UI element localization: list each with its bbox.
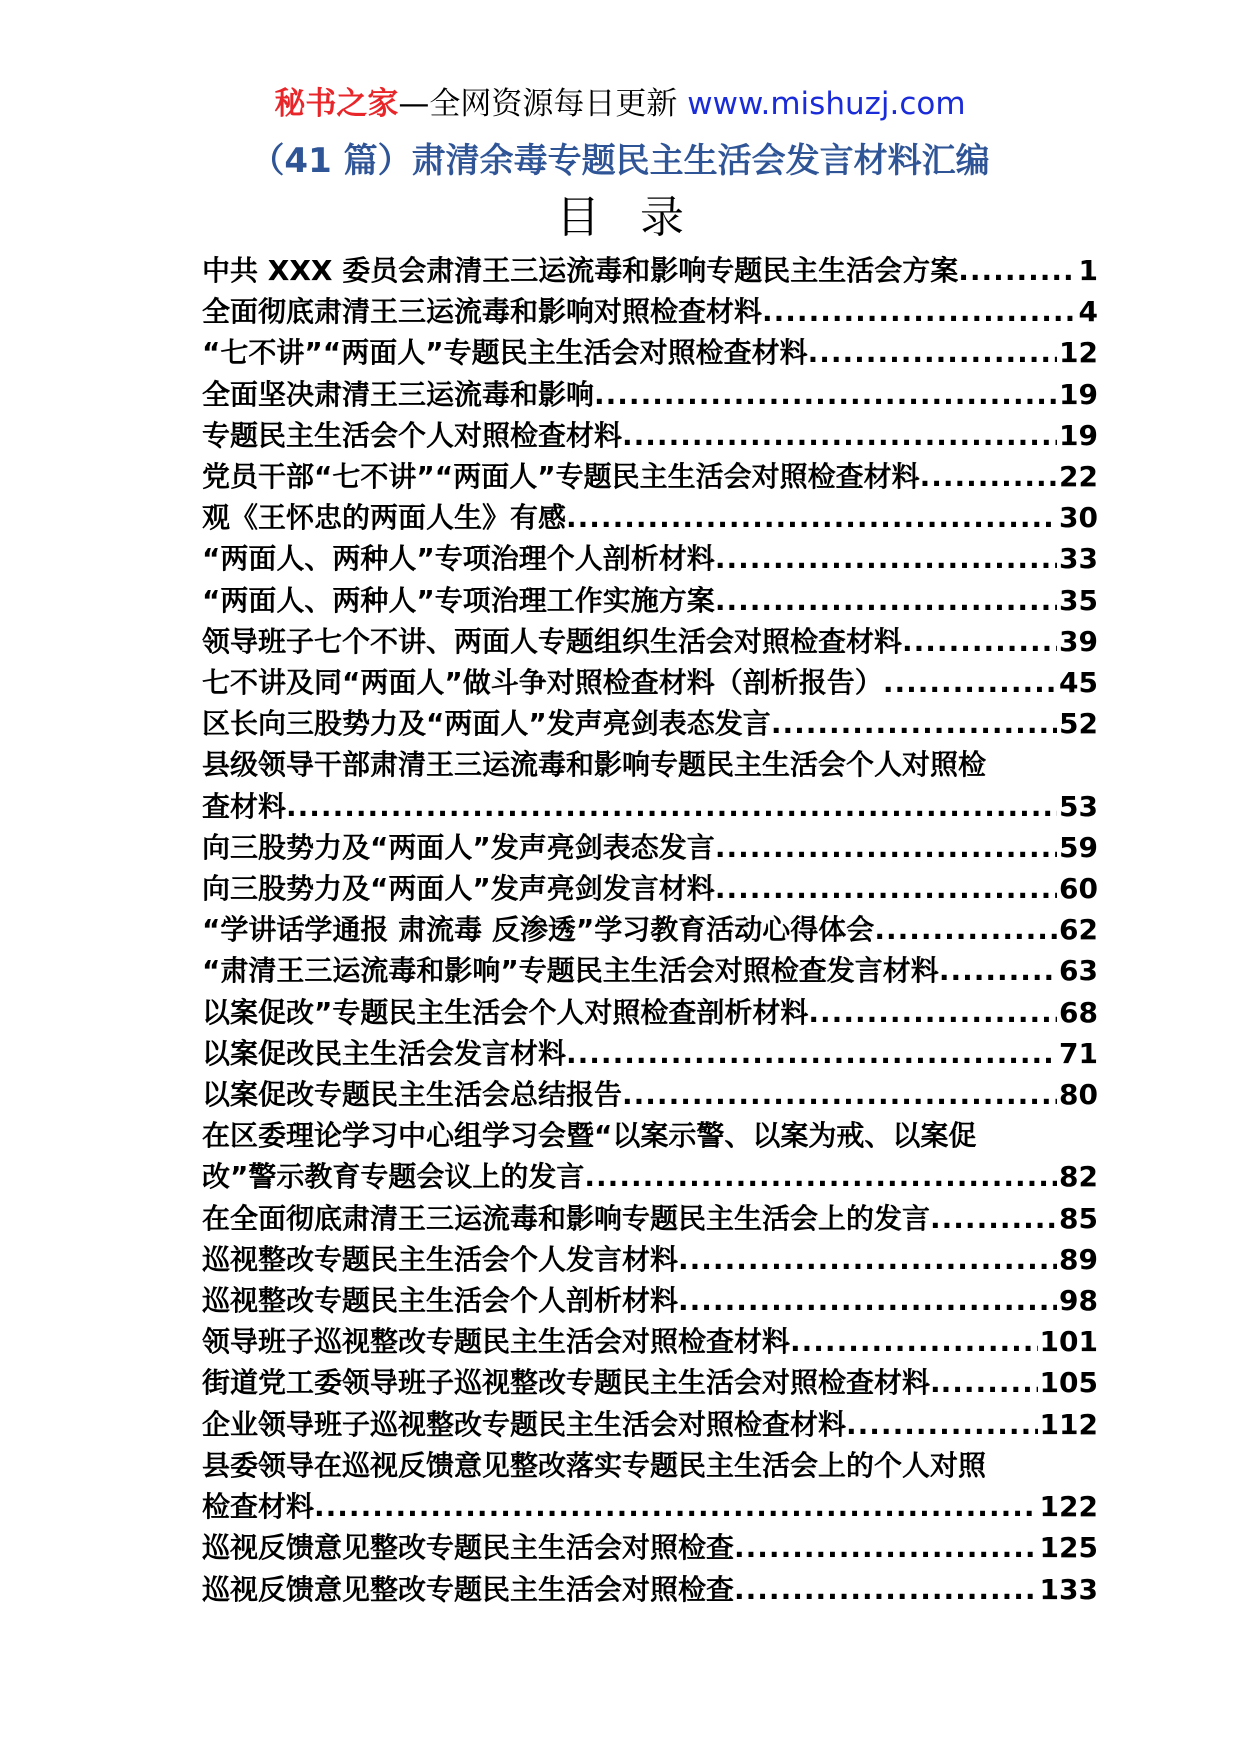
toc-entry-title-line1: 在区委理论学习中心组学习会暨“以案示警、以案为戒、以案促 (202, 1119, 977, 1153)
toc-entry-page-number: 59 (1059, 830, 1098, 864)
toc-entry-title: 检查材料 (202, 1490, 315, 1524)
brand-name: 秘书之家 (274, 86, 399, 122)
toc-entry-page-number: 39 (1059, 624, 1098, 658)
table-of-contents (202, 250, 1098, 1610)
toc-entry-page-number: 112 (1039, 1407, 1098, 1441)
dot-leader (678, 1280, 1057, 1321)
dot-leader (902, 621, 1057, 662)
dot-leader (762, 291, 1077, 332)
toc-entry-page-number: 60 (1059, 872, 1098, 906)
toc-entry[interactable] (202, 1115, 1098, 1197)
toc-entry[interactable] (202, 1033, 1098, 1074)
toc-entry-title: “两面人、两种人”专项治理个人剖析材料 (202, 542, 715, 576)
dot-leader (314, 1486, 1038, 1527)
toc-entry[interactable] (202, 1074, 1098, 1115)
toc-entry-title: 街道党工委领导班子巡视整改专题民主生活会对照检查材料. (202, 1366, 941, 1400)
toc-entry-page-number: 68 (1059, 995, 1098, 1029)
toc-entry[interactable] (202, 909, 1098, 950)
dot-leader (566, 1033, 1057, 1074)
toc-entry-title: 全面彻底肃清王三运流毒和影响对照检查材料 (202, 295, 763, 329)
toc-entry-page-number: 45 (1059, 666, 1098, 700)
toc-entry-page-number: 101 (1039, 1325, 1098, 1359)
dot-leader (622, 1074, 1057, 1115)
dot-leader (771, 703, 1057, 744)
toc-entry-title: 党员干部“七不讲”“两面人”专题民主生活会对照检查材料 (202, 460, 920, 494)
dot-leader (930, 1198, 1057, 1239)
dot-leader (874, 909, 1057, 950)
toc-entry-title: 专题民主生活会个人对照检查材料 (202, 418, 623, 452)
toc-entry-page-number: 125 (1039, 1531, 1098, 1565)
toc-entry[interactable] (202, 374, 1098, 415)
toc-entry-page-number: 63 (1059, 954, 1098, 988)
toc-entry-page-number: 53 (1059, 789, 1098, 823)
toc-entry[interactable] (202, 1404, 1098, 1445)
toc-entry[interactable] (202, 1445, 1098, 1527)
toc-entry-title: 巡视反馈意见整改专题民主生活会对照检查 (202, 1572, 735, 1606)
toc-entry[interactable] (202, 1569, 1098, 1610)
dot-leader (790, 1321, 1038, 1362)
toc-entry-title: 七不讲及同“两面人”做斗争对照检查材料（剖析报告） (202, 666, 883, 700)
toc-entry-title: 领导班子巡视整改专题民主生活会对照检查材料 (202, 1325, 791, 1359)
toc-entry[interactable] (202, 621, 1098, 662)
toc-entry[interactable] (202, 662, 1098, 703)
toc-heading: 目录 (556, 192, 724, 243)
toc-entry-page-number: 122 (1039, 1490, 1098, 1524)
toc-entry-title: 改”警示教育专题会议上的发言 (202, 1160, 585, 1194)
toc-entry[interactable] (202, 250, 1098, 291)
toc-entry-page-number: 80 (1059, 1078, 1098, 1112)
toc-entry-title: 企业领导班子巡视整改专题民主生活会对照检查材料 (202, 1407, 847, 1441)
toc-entry[interactable] (202, 868, 1098, 909)
toc-entry[interactable] (202, 703, 1098, 744)
toc-entry[interactable] (202, 827, 1098, 868)
toc-entry-title: 中共 XXX 委员会肃清王三运流毒和影响专题民主生活会方案 (202, 254, 959, 287)
toc-entry[interactable] (202, 497, 1098, 538)
toc-entry-page-number: 30 (1059, 501, 1098, 535)
dot-leader (622, 415, 1057, 456)
toc-entry[interactable] (202, 1239, 1098, 1280)
toc-entry[interactable] (202, 950, 1098, 991)
toc-entry-title: “肃清王三运流毒和影响”专题民主生活会对照检查发言材料 (202, 954, 939, 988)
dot-leader (734, 1569, 1038, 1610)
dot-leader (808, 992, 1057, 1033)
toc-entry-title: 领导班子七个不讲、两面人专题组织生活会对照检查材料 (202, 624, 903, 658)
toc-entry-title: 巡视反馈意见整改专题民主生活会对照检查 (202, 1531, 735, 1565)
toc-entry-title: “两面人、两种人”专项治理工作实施方案 (202, 583, 715, 617)
toc-entry-page-number: 12 (1059, 336, 1098, 370)
toc-entry[interactable] (202, 992, 1098, 1033)
toc-entry-page-number: 105 (1039, 1366, 1098, 1400)
dot-leader (584, 1156, 1057, 1197)
dot-leader (678, 1239, 1057, 1280)
toc-entry[interactable] (202, 456, 1098, 497)
dot-leader (715, 868, 1057, 909)
toc-entry-page-number: 33 (1059, 542, 1098, 576)
dot-leader (883, 662, 1057, 703)
dot-leader (846, 1404, 1038, 1445)
toc-entry-title: 查材料 (202, 789, 287, 823)
dot-leader (715, 538, 1057, 579)
toc-entry-title-line1: 县委领导在巡视反馈意见整改落实专题民主生活会上的个人对照 (202, 1448, 987, 1482)
toc-entry-title: 以案促改民主生活会发言材料 (202, 1036, 567, 1070)
toc-entry-title-line1: 县级领导干部肃清王三运流毒和影响专题民主生活会个人对照检 (202, 748, 987, 782)
toc-entry[interactable] (202, 538, 1098, 579)
dot-leader (715, 827, 1057, 868)
dot-leader (286, 786, 1057, 827)
dot-leader (941, 1362, 1038, 1403)
toc-entry-page-number: 22 (1059, 460, 1098, 494)
toc-entry-page-number: 19 (1059, 377, 1098, 411)
toc-entry-page-number: 85 (1059, 1201, 1098, 1235)
site-url-link[interactable]: www.mishuzj.com (687, 86, 966, 122)
toc-entry-page-number: 52 (1059, 707, 1098, 741)
dot-leader (594, 374, 1057, 415)
toc-entry-page-number: 1 (1078, 254, 1098, 287)
dot-leader (939, 950, 1057, 991)
toc-entry-page-number: 62 (1059, 913, 1098, 947)
toc-entry[interactable] (202, 1362, 1098, 1403)
toc-entry[interactable] (202, 1280, 1098, 1321)
toc-entry-page-number: 82 (1059, 1160, 1098, 1194)
dot-leader (734, 1527, 1038, 1568)
document-title: （41 篇）肃清余毒专题民主生活会发言材料汇编 (250, 141, 990, 181)
toc-entry[interactable] (202, 1321, 1098, 1362)
toc-entry[interactable] (202, 332, 1098, 373)
banner-tagline: —全网资源每日更新 (398, 86, 678, 122)
toc-entry[interactable] (202, 580, 1098, 621)
toc-entry-page-number: 4 (1078, 295, 1098, 329)
toc-entry-title: 巡视整改专题民主生活会个人剖析材料 (202, 1284, 679, 1318)
toc-entry-title: “学讲话学通报 肃流毒 反渗透”学习教育活动心得体会 (202, 913, 875, 947)
dot-leader (958, 250, 1076, 291)
toc-entry-title: 全面坚决肃清王三运流毒和影响 (202, 377, 595, 411)
toc-entry-page-number: 71 (1059, 1036, 1098, 1070)
dot-leader (715, 580, 1057, 621)
toc-entry[interactable] (202, 744, 1098, 826)
toc-entry-page-number: 133 (1039, 1572, 1098, 1606)
site-banner (0, 84, 1240, 124)
toc-entry-page-number: 19 (1059, 418, 1098, 452)
toc-entry-title: 向三股势力及“两面人”发声亮剑发言材料 (202, 872, 715, 906)
toc-entry-page-number: 35 (1059, 583, 1098, 617)
toc-entry-title: “七不讲”“两面人”专题民主生活会对照检查材料 (202, 336, 808, 370)
toc-entry[interactable] (202, 1527, 1098, 1568)
toc-entry-page-number: 89 (1059, 1242, 1098, 1276)
toc-entry-page-number: 98 (1059, 1284, 1098, 1318)
toc-entry-title: 向三股势力及“两面人”发声亮剑表态发言 (202, 830, 715, 864)
toc-entry[interactable] (202, 415, 1098, 456)
toc-entry-title: 以案促改”专题民主生活会个人对照检查剖析材料 (202, 995, 809, 1029)
toc-entry[interactable] (202, 291, 1098, 332)
toc-entry-title: 巡视整改专题民主生活会个人发言材料 (202, 1242, 679, 1276)
toc-entry-title: 以案促改专题民主生活会总结报告 (202, 1078, 623, 1112)
dot-leader (808, 332, 1057, 373)
dot-leader (920, 456, 1057, 497)
toc-entry-title: 观《王怀忠的两面人生》有感 (202, 501, 567, 535)
dot-leader (566, 497, 1057, 538)
toc-entry-title: 区长向三股势力及“两面人”发声亮剑表态发言 (202, 707, 771, 741)
toc-entry-title: 在全面彻底肃清王三运流毒和影响专题民主生活会上的发言 (202, 1201, 931, 1235)
toc-entry[interactable] (202, 1198, 1098, 1239)
